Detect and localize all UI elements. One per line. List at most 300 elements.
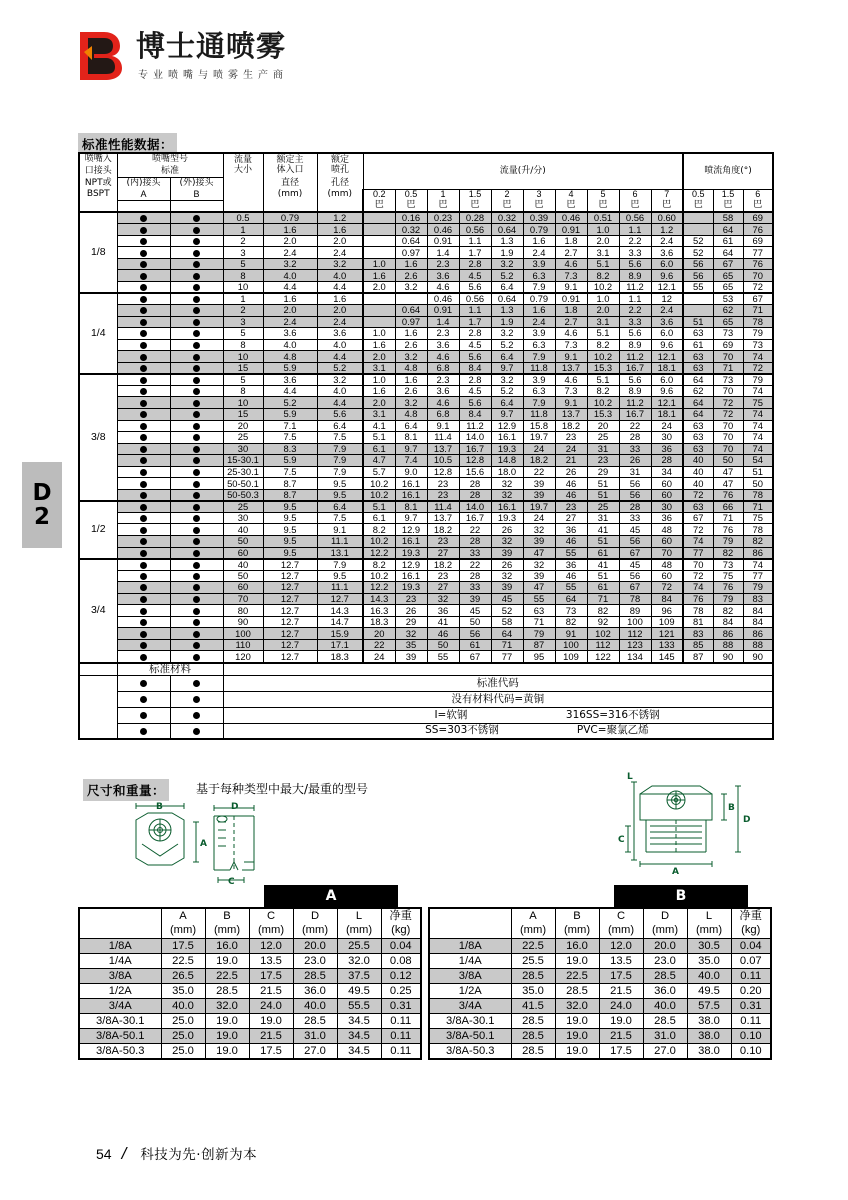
flow-value-cell: 1.6: [363, 385, 395, 397]
flow-value-cell: 3.6: [651, 247, 683, 259]
flow-value-cell: 24: [523, 512, 555, 524]
flow-value-cell: 7.3: [555, 339, 587, 351]
spray-angle-cell: 78: [743, 524, 773, 536]
flow-value-cell: 0.46: [427, 224, 459, 236]
dim-a-cell: 25.0: [161, 1044, 205, 1060]
flow-value-cell: 7.3: [555, 270, 587, 282]
spray-angle-cell: 73: [713, 374, 743, 386]
flow-value-cell: 16.7: [619, 408, 651, 420]
orifice-diameter-cell: 12.7: [317, 593, 363, 605]
dim-c-cell: 12.0: [599, 938, 643, 953]
dim-c-cell: 19.0: [249, 1013, 293, 1028]
dim-model-cell: 1/4A: [429, 953, 511, 968]
dimension-table-a-banner: A: [264, 885, 398, 907]
materials-port-blank: [79, 675, 117, 691]
dim-model-cell: 3/8A-50.3: [79, 1044, 161, 1060]
connection-b-dot: [170, 305, 223, 317]
dim-d-cell: 31.0: [643, 1029, 687, 1044]
brand-tagline: 专业喷嘴与喷雾生产商: [138, 70, 288, 82]
orifice-diameter-cell: 7.9: [317, 559, 363, 571]
spray-angle-cell: 66: [713, 501, 743, 513]
bullet-icon: [193, 457, 200, 464]
brand-name: 博士通喷雾: [136, 28, 287, 63]
bullet-icon: [193, 469, 200, 476]
flow-value-cell: 133: [651, 639, 683, 651]
flow-value-cell: 56: [619, 536, 651, 548]
spray-angle-cell: 69: [713, 339, 743, 351]
dim-weight-cell: 0.31: [731, 998, 771, 1013]
connection-a-dot: [117, 212, 170, 224]
flow-value-cell: 109: [555, 651, 587, 663]
flow-value-cell: 33: [619, 512, 651, 524]
bullet-icon: [140, 342, 147, 349]
material-code-line: [223, 675, 773, 691]
orifice-diameter-cell: 7.9: [317, 466, 363, 478]
bullet-icon: [140, 469, 147, 476]
inlet-diameter-cell: 9.5: [263, 536, 317, 548]
bullet-icon: [193, 307, 200, 314]
flow-value-cell: 2.4: [651, 235, 683, 247]
bullet-icon: [193, 562, 200, 569]
connection-a-dot: [117, 536, 170, 548]
flow-value-cell: 55: [523, 593, 555, 605]
dim-col-header: D: [643, 908, 687, 923]
dim-col-unit: [429, 923, 511, 938]
bullet-icon: [193, 261, 200, 268]
flow-value-cell: 16.1: [395, 478, 427, 490]
flow-value-cell: 1.1: [459, 235, 491, 247]
table-row: [79, 466, 773, 478]
svg-text:B: B: [156, 802, 163, 812]
orifice-diameter-cell: 4.0: [317, 339, 363, 351]
flow-value-cell: 12.9: [395, 524, 427, 536]
flow-value-cell: 22: [363, 639, 395, 651]
bullet-icon: [193, 631, 200, 638]
dim-weight-cell: 0.07: [731, 953, 771, 968]
orifice-diameter-cell: 2.0: [317, 305, 363, 317]
flow-value-cell: 18.1: [651, 362, 683, 374]
material-dot-b: [170, 707, 223, 723]
dim-l-cell: 55.5: [337, 998, 381, 1013]
flow-value-cell: 36: [651, 512, 683, 524]
flow-size-cell: 30: [223, 512, 263, 524]
flow-size-cell: 3: [223, 247, 263, 259]
table-row: [79, 374, 773, 386]
flow-value-cell: 1.6: [523, 235, 555, 247]
spray-angle-cell: 71: [743, 305, 773, 317]
dim-col-unit: (mm): [337, 923, 381, 938]
connection-a-dot: [117, 455, 170, 467]
header-flow-pressure: 1.5: [459, 189, 491, 201]
flow-value-cell: 0.28: [459, 212, 491, 224]
connection-b-dot: [170, 293, 223, 305]
flow-value-cell: 32: [491, 570, 523, 582]
bullet-icon: [140, 712, 147, 719]
flow-value-cell: 6.8: [427, 408, 459, 420]
dim-l-cell: 57.5: [687, 998, 731, 1013]
table-row: [79, 212, 773, 224]
materials-port-blank: [79, 723, 117, 739]
spray-angle-cell: 82: [713, 605, 743, 617]
flow-value-cell: 71: [523, 616, 555, 628]
dim-b-cell: 16.0: [555, 938, 599, 953]
flow-value-cell: 9.7: [395, 512, 427, 524]
flow-value-cell: 18.0: [491, 466, 523, 478]
table-row: [79, 536, 773, 548]
flow-value-cell: 2.8: [459, 374, 491, 386]
table-row: [429, 983, 771, 998]
dim-d-cell: 36.0: [643, 983, 687, 998]
material-code-right: PVC=聚氯乙烯: [576, 724, 649, 737]
flow-size-cell: 15-30.1: [223, 455, 263, 467]
flow-value-cell: 52: [491, 605, 523, 617]
flow-value-cell: 16.1: [491, 501, 523, 513]
header-flow-bar-unit: 巴: [427, 201, 459, 213]
table-row: [79, 968, 421, 983]
connection-a-dot: [117, 559, 170, 571]
connection-a-dot: [117, 616, 170, 628]
flow-value-cell: 56: [619, 489, 651, 501]
bullet-icon: [140, 492, 147, 499]
dim-col-unit: (mm): [687, 923, 731, 938]
flow-value-cell: 2.6: [395, 339, 427, 351]
flow-value-cell: 1.4: [427, 247, 459, 259]
orifice-diameter-cell: 1.2: [317, 212, 363, 224]
flow-value-cell: 9.6: [651, 385, 683, 397]
dim-model-cell: 1/8A: [429, 938, 511, 953]
performance-section-title: 标准性能数据：: [78, 133, 177, 155]
connection-b-dot: [170, 605, 223, 617]
spray-angle-cell: 86: [743, 628, 773, 640]
flow-value-cell: 1.1: [459, 305, 491, 317]
flow-value-cell: 25: [587, 432, 619, 444]
flow-value-cell: 145: [651, 651, 683, 663]
section-tab-number: 2: [33, 504, 50, 530]
dim-col-header: D: [293, 908, 337, 923]
table-row: [429, 968, 771, 983]
flow-value-cell: 0.32: [491, 212, 523, 224]
connection-a-dot: [117, 478, 170, 490]
orifice-diameter-cell: 9.5: [317, 570, 363, 582]
flow-value-cell: 8.4: [459, 408, 491, 420]
table-row: [79, 258, 773, 270]
flow-value-cell: 0.79: [523, 224, 555, 236]
flow-value-cell: 22: [523, 466, 555, 478]
bullet-icon: [193, 296, 200, 303]
inlet-diameter-cell: 8.7: [263, 478, 317, 490]
flow-value-cell: 29: [587, 466, 619, 478]
flow-value-cell: 9.6: [651, 339, 683, 351]
bullet-icon: [193, 284, 200, 291]
connection-a-dot: [117, 570, 170, 582]
table-row: [79, 224, 773, 236]
flow-value-cell: 15.6: [459, 466, 491, 478]
dim-weight-cell: 0.11: [381, 1029, 421, 1044]
dim-col-unit: (mm): [599, 923, 643, 938]
flow-value-cell: 6.4: [491, 351, 523, 363]
spray-angle-cell: 67: [683, 512, 713, 524]
spray-angle-cell: 84: [743, 616, 773, 628]
flow-value-cell: 3.9: [523, 258, 555, 270]
section-tab-d2: [22, 462, 62, 548]
table-row: [79, 408, 773, 420]
dim-a-cell: 22.5: [511, 938, 555, 953]
header-port-l1: 喷嘴入: [79, 153, 117, 166]
flow-value-cell: 16.7: [459, 443, 491, 455]
flow-value-cell: 95: [523, 651, 555, 663]
spray-angle-cell: 71: [713, 512, 743, 524]
table-row: [79, 628, 773, 640]
flow-size-cell: 70: [223, 593, 263, 605]
flow-value-cell: 46: [427, 628, 459, 640]
flow-value-cell: 39: [523, 536, 555, 548]
product-diagram-type-a: [122, 800, 272, 895]
table-row: [429, 1013, 771, 1028]
flow-value-cell: 9.1: [555, 397, 587, 409]
flow-value-cell: 23: [395, 593, 427, 605]
spray-angle-cell: 76: [713, 582, 743, 594]
materials-port-blank: [79, 663, 117, 676]
bullet-icon: [193, 504, 200, 511]
flow-value-cell: 33: [459, 547, 491, 559]
bullet-icon: [140, 573, 147, 580]
flow-value-cell: 0.79: [523, 293, 555, 305]
dim-d-cell: 27.0: [293, 1044, 337, 1060]
flow-value-cell: 2.7: [555, 316, 587, 328]
bullet-icon: [193, 680, 200, 687]
flow-value-cell: 27: [427, 582, 459, 594]
connection-b-dot: [170, 455, 223, 467]
flow-value-cell: 3.1: [587, 316, 619, 328]
flow-value-cell: 23: [427, 536, 459, 548]
spray-angle-cell: 63: [683, 443, 713, 455]
flow-value-cell: 1.6: [395, 258, 427, 270]
table-row: [429, 953, 771, 968]
dim-model-cell: 1/4A: [79, 953, 161, 968]
bullet-icon: [193, 584, 200, 591]
header-b-blank: [170, 201, 223, 213]
bullet-icon: [193, 330, 200, 337]
dim-a-cell: 35.0: [511, 983, 555, 998]
flow-size-cell: 10: [223, 397, 263, 409]
connection-a-dot: [117, 628, 170, 640]
header-flow-bar-unit: 巴: [587, 201, 619, 213]
flow-value-cell: 60: [651, 489, 683, 501]
flow-value-cell: 28: [459, 478, 491, 490]
flow-value-cell: 1.0: [363, 328, 395, 340]
flow-value-cell: 5.6: [619, 328, 651, 340]
flow-value-cell: 82: [587, 605, 619, 617]
flow-value-cell: 32: [523, 559, 555, 571]
flow-value-cell: 3.6: [651, 316, 683, 328]
connection-a-dot: [117, 605, 170, 617]
connection-b-dot: [170, 316, 223, 328]
flow-size-cell: 110: [223, 639, 263, 651]
flow-value-cell: 10.5: [427, 455, 459, 467]
header-dia-unit: (mm): [263, 189, 317, 201]
flow-value-cell: 0.56: [459, 293, 491, 305]
spray-angle-cell: 76: [713, 524, 743, 536]
header-flow-group: 流量(升/分): [363, 153, 683, 189]
spray-angle-cell: 75: [743, 397, 773, 409]
dim-d-cell: 27.0: [643, 1044, 687, 1060]
flow-value-cell: 24: [555, 443, 587, 455]
flow-value-cell: 1.2: [651, 224, 683, 236]
spray-angle-cell: 83: [743, 593, 773, 605]
flow-value-cell: 5.2: [491, 385, 523, 397]
dim-col-header: [79, 908, 161, 923]
connection-b-dot: [170, 247, 223, 259]
materials-port-blank: [79, 691, 117, 707]
flow-value-cell: 28: [651, 455, 683, 467]
spray-angle-cell: 50: [713, 455, 743, 467]
dim-c-cell: 17.5: [249, 1044, 293, 1060]
bullet-icon: [140, 388, 147, 395]
orifice-diameter-cell: 18.3: [317, 651, 363, 663]
flow-value-cell: 9.1: [555, 281, 587, 293]
header-flow-bar-unit: 巴: [555, 201, 587, 213]
dim-c-cell: 12.0: [249, 938, 293, 953]
spray-angle-cell: 74: [743, 408, 773, 420]
flow-value-cell: 71: [587, 593, 619, 605]
inlet-diameter-cell: 5.9: [263, 408, 317, 420]
bullet-icon: [193, 608, 200, 615]
flow-value-cell: 39: [459, 593, 491, 605]
flow-value-cell: 2.0: [363, 397, 395, 409]
dim-col-unit: (mm): [249, 923, 293, 938]
spray-angle-cell: 75: [743, 512, 773, 524]
svg-text:A: A: [200, 839, 207, 849]
orifice-diameter-cell: 6.4: [317, 420, 363, 432]
flow-value-cell: 19.3: [491, 443, 523, 455]
inlet-diameter-cell: 2.0: [263, 235, 317, 247]
flow-value-cell: 63: [523, 605, 555, 617]
dim-a-cell: 35.0: [161, 983, 205, 998]
header-angle-pressure: 1.5: [713, 189, 743, 201]
header-port-l3: NPT或: [79, 178, 117, 190]
spray-angle-cell: 40: [683, 455, 713, 467]
bullet-icon: [193, 538, 200, 545]
flow-value-cell: 36: [555, 524, 587, 536]
header-col-a: A: [117, 189, 170, 201]
header-ori-l3: 孔径: [317, 178, 363, 190]
dim-col-unit: (mm): [555, 923, 599, 938]
header-flow-bar-unit: 巴: [459, 201, 491, 213]
header-flow-pressure: 0.2: [363, 189, 395, 201]
flow-value-cell: 3.2: [491, 374, 523, 386]
bullet-icon: [140, 307, 147, 314]
flow-value-cell: 24: [651, 420, 683, 432]
flow-value-cell: 15.3: [587, 408, 619, 420]
material-dot-a: [117, 723, 170, 739]
dim-d-cell: 28.5: [293, 968, 337, 983]
orifice-diameter-cell: 2.4: [317, 247, 363, 259]
flow-value-cell: 61: [587, 582, 619, 594]
orifice-diameter-cell: 3.2: [317, 258, 363, 270]
header-angle-group: 喷流角度(°): [683, 153, 773, 189]
dim-a-cell: 25.0: [161, 1013, 205, 1028]
connection-a-dot: [117, 247, 170, 259]
flow-value-cell: 3.2: [491, 328, 523, 340]
spray-angle-cell: 85: [683, 639, 713, 651]
flow-value-cell: 64: [491, 628, 523, 640]
flow-value-cell: 4.8: [395, 362, 427, 374]
connection-b-dot: [170, 512, 223, 524]
material-code-line: [223, 707, 773, 723]
flow-value-cell: 6.1: [363, 512, 395, 524]
flow-size-cell: 25: [223, 432, 263, 444]
spray-angle-cell: 79: [743, 582, 773, 594]
flow-value-cell: 23: [427, 570, 459, 582]
bullet-icon: [193, 696, 200, 703]
table-row: [429, 1029, 771, 1044]
dim-b-cell: 19.0: [555, 1013, 599, 1028]
flow-value-cell: 112: [587, 639, 619, 651]
spray-angle-cell: 76: [683, 593, 713, 605]
inlet-diameter-cell: 3.6: [263, 374, 317, 386]
table-row: [79, 651, 773, 663]
flow-size-cell: 3: [223, 316, 263, 328]
inlet-diameter-cell: 8.7: [263, 489, 317, 501]
dim-col-header: 净重: [731, 908, 771, 923]
flow-value-cell: 6.0: [651, 328, 683, 340]
spray-angle-cell: 79: [713, 536, 743, 548]
materials-row: [79, 691, 773, 707]
orifice-diameter-cell: 14.3: [317, 605, 363, 617]
flow-value-cell: 16.3: [363, 605, 395, 617]
connection-b-dot: [170, 362, 223, 374]
dim-d-cell: 28.5: [293, 1013, 337, 1028]
connection-b-dot: [170, 420, 223, 432]
flow-value-cell: 20: [587, 420, 619, 432]
flow-size-cell: 50: [223, 570, 263, 582]
dim-b-cell: 22.5: [555, 968, 599, 983]
flow-value-cell: 0.32: [395, 224, 427, 236]
flow-value-cell: 36: [555, 559, 587, 571]
flow-value-cell: 70: [651, 547, 683, 559]
material-code-left: I=软钢: [434, 708, 468, 721]
bullet-icon: [140, 423, 147, 430]
inlet-diameter-cell: 2.0: [263, 305, 317, 317]
flow-value-cell: 0.91: [555, 224, 587, 236]
material-code-right: 316SS=316不锈钢: [565, 708, 660, 721]
table-row: [79, 512, 773, 524]
dim-c-cell: 13.5: [249, 953, 293, 968]
material-code-line: [223, 691, 773, 707]
dim-l-cell: 49.5: [337, 983, 381, 998]
flow-size-cell: 80: [223, 605, 263, 617]
connection-b-dot: [170, 212, 223, 224]
bullet-icon: [193, 215, 200, 222]
dimensions-section-title: 尺寸和重量：: [83, 779, 169, 801]
dim-l-cell: 37.5: [337, 968, 381, 983]
spray-angle-cell: 78: [683, 605, 713, 617]
bullet-icon: [193, 492, 200, 499]
flow-value-cell: 22: [459, 524, 491, 536]
inlet-diameter-cell: 4.0: [263, 270, 317, 282]
materials-blank-top: [223, 663, 773, 676]
flow-value-cell: 0.91: [427, 305, 459, 317]
flow-value-cell: 8.2: [587, 270, 619, 282]
bullet-icon: [140, 680, 147, 687]
flow-value-cell: 16.7: [459, 512, 491, 524]
flow-value-cell: 3.1: [363, 408, 395, 420]
table-row: [79, 1013, 421, 1028]
dim-weight-cell: 0.12: [381, 968, 421, 983]
spray-angle-cell: 71: [743, 501, 773, 513]
spray-angle-cell: [683, 224, 713, 236]
flow-value-cell: 67: [619, 582, 651, 594]
